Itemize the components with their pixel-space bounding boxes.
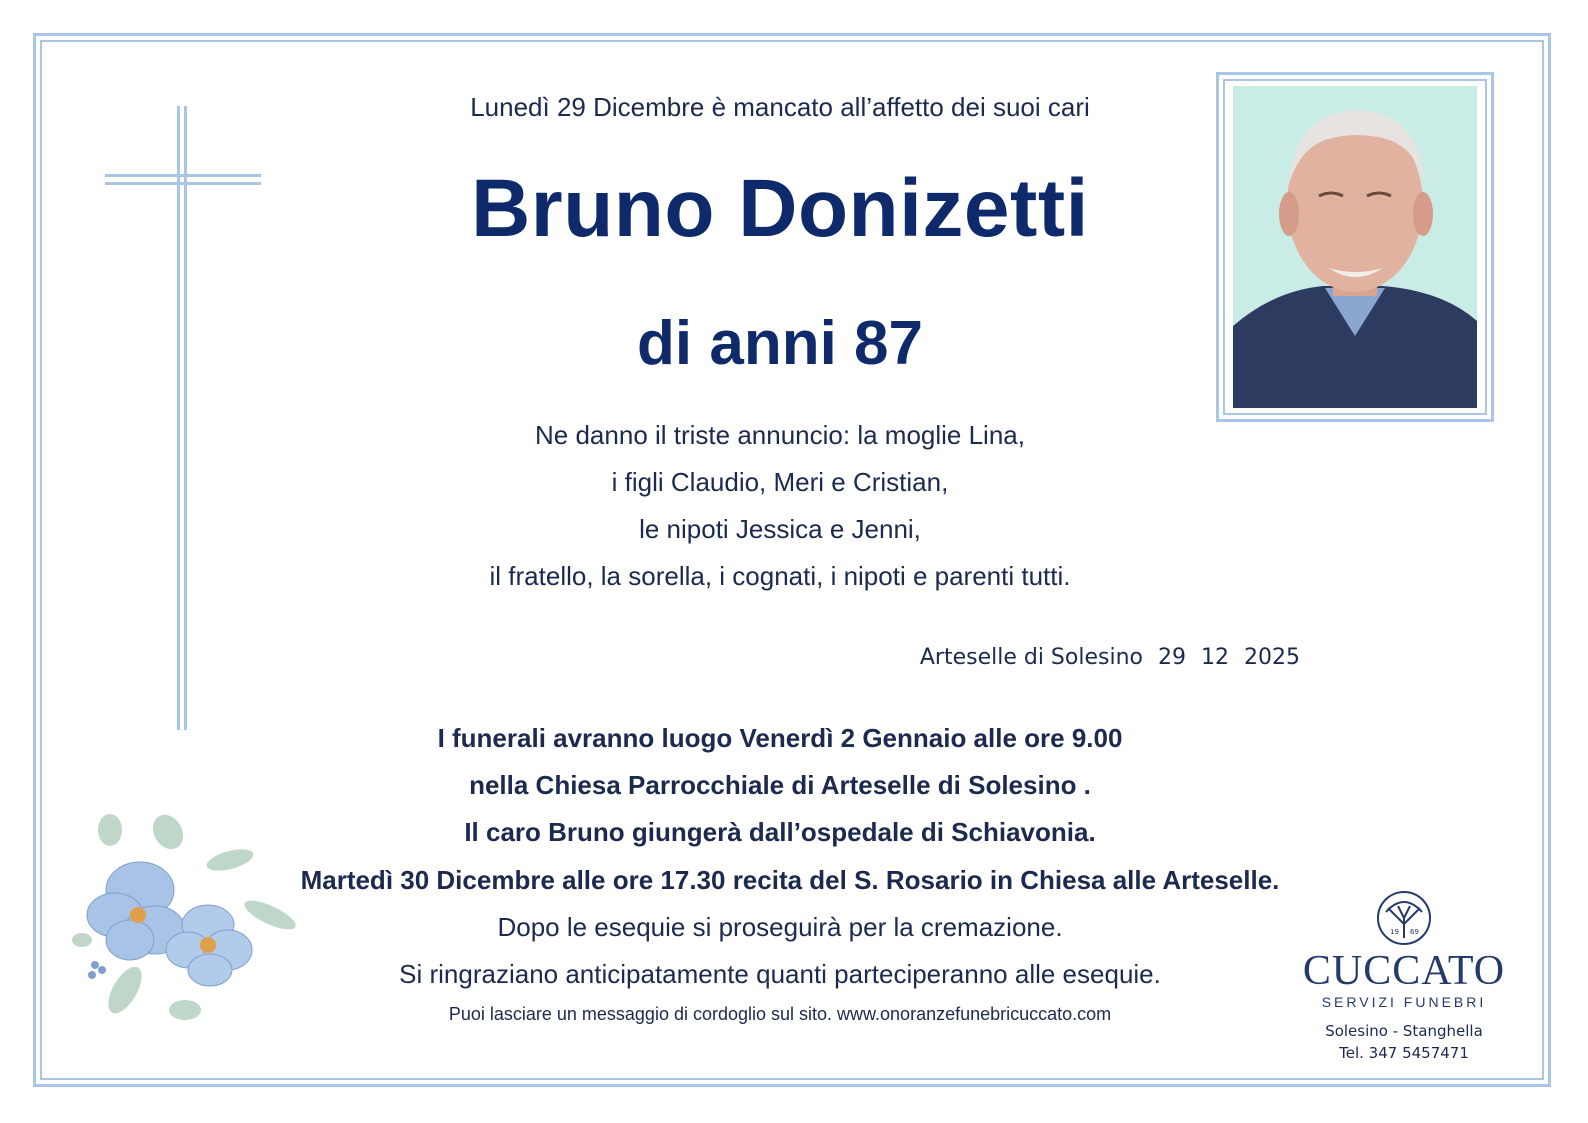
deceased-name: Bruno Donizetti [471, 163, 1089, 254]
logo-address: Solesino - Stanghella [1325, 1022, 1483, 1040]
family-line-4: il fratello, la sorella, i cognati, i nipoti e parenti tutti. [489, 561, 1071, 591]
place-name: Arteselle di Solesino [919, 645, 1143, 670]
deceased-age: di anni 87 [637, 309, 923, 378]
date-month: 12 [1201, 645, 1229, 670]
year-right: 69 [1410, 928, 1419, 936]
year-left: 19 [1390, 928, 1399, 936]
funeral-line-3: Il caro Bruno giungerà dall’ospedale di Schiavonia. [464, 817, 1096, 847]
tree-icon [1376, 890, 1432, 946]
flowers-icon [70, 810, 305, 1030]
funeral-line-1: I funerali avranno luogo Venerdì 2 Gennaio alle ore 9.00 [437, 723, 1123, 753]
funeral-home-logo [1292, 890, 1516, 1062]
website-note: Puoi lasciare un messaggio di cordoglio sul sito. www.onoranzefunebricuccato.com [448, 1004, 1112, 1024]
cremation-line: Dopo le esequie si proseguirà per la cremazione. [497, 912, 1063, 942]
family-line-2: i figli Claudio, Meri e Cristian, [611, 467, 949, 497]
family-line-1: Ne danno il triste annuncio: la moglie Lina, [535, 420, 1025, 450]
funeral-line-2: nella Chiesa Parrocchiale di Arteselle di Solesino . [469, 770, 1091, 800]
family-line-3: le nipoti Jessica e Jenni, [639, 514, 921, 544]
logo-subtitle: SERVIZI FUNEBRI [1321, 994, 1487, 1010]
intro-text: Lunedì 29 Dicembre è mancato all’affetto dei suoi cari [470, 92, 1090, 122]
funeral-line-4: Martedì 30 Dicembre alle ore 17.30 recita del S. Rosario in Chiesa alle Arteselle. [300, 865, 1280, 895]
logo-name: CUCCATO [1302, 948, 1506, 994]
place-date [880, 645, 1300, 670]
thanks-line: Si ringraziano anticipatamente quanti parteciperanno alle esequie. [399, 959, 1161, 989]
date-day: 29 [1158, 645, 1186, 670]
portrait-photo [1233, 86, 1477, 408]
date-year: 2025 [1244, 645, 1300, 670]
logo-phone: Tel. 347 5457471 [1339, 1044, 1469, 1062]
